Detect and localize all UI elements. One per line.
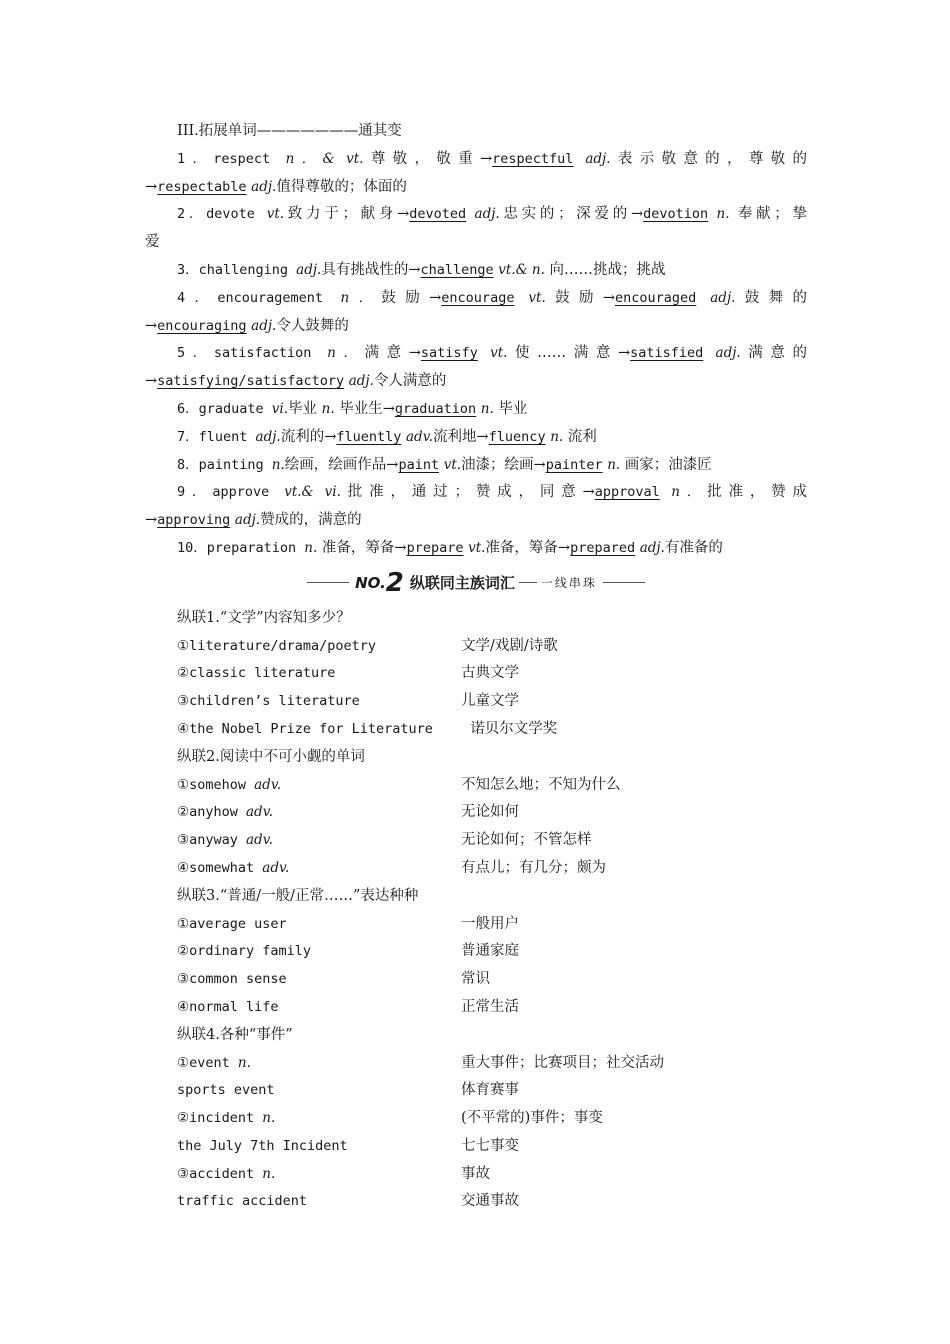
english-term	[177, 1050, 461, 1078]
word-family-item	[145, 452, 807, 480]
entry-text: 流利	[563, 428, 597, 445]
answer-word: devoted	[409, 206, 467, 223]
part-of-speech: adj.	[251, 178, 277, 195]
banner-subtitle: 一线串珠	[540, 576, 597, 591]
entry-text	[573, 151, 585, 167]
group-title: 纵联1.“文学”内容知多少？	[177, 609, 351, 626]
answer-word: encourage	[441, 289, 515, 306]
entry-text: →	[145, 373, 158, 390]
english-text: ③anyway	[177, 832, 246, 849]
chinese-meaning: 常识	[461, 971, 490, 988]
entry-text	[478, 345, 490, 361]
chinese-meaning: 无论如何	[461, 804, 519, 821]
answer-word: graduation	[394, 400, 477, 417]
vocab-row	[145, 1105, 807, 1133]
banner-no: NO.	[355, 573, 386, 592]
part-of-speech: n.	[262, 1110, 276, 1127]
entry-text: 爱	[145, 234, 160, 251]
english-term	[177, 1188, 461, 1216]
chinese-meaning: 古典文学	[461, 665, 519, 682]
entry-text: →	[145, 317, 158, 334]
entry-text: 10．preparation	[177, 539, 305, 556]
english-term	[177, 1161, 461, 1189]
english-text: ④the Nobel Prize for Literature	[177, 720, 433, 737]
entry-text: 令人满意的	[373, 373, 447, 390]
word-family-item	[145, 396, 807, 424]
answer-word: devotion	[643, 206, 709, 223]
entry-text: 表示敬意的，尊敬的	[610, 150, 808, 167]
english-text: ③common sense	[177, 971, 287, 988]
part-of-speech: n.	[480, 400, 494, 417]
word-family-item	[145, 424, 807, 452]
part-of-speech: n.	[271, 456, 285, 473]
entry-line	[145, 479, 807, 507]
entry-text: 忠实的；深爱的→	[499, 206, 644, 223]
entry-text: 油漆；绘画→	[461, 456, 546, 473]
vocab-row	[145, 716, 807, 744]
english-text: ③children’s literature	[177, 693, 360, 710]
entry-line	[145, 229, 807, 257]
chinese-meaning: 儿童文学	[461, 693, 519, 710]
entry-text: 具有挑战性的→	[321, 261, 421, 278]
answer-word: approving	[157, 512, 231, 529]
section-heading: III.拓展单词———————通其变	[177, 123, 402, 139]
answer-word: prepare	[406, 539, 464, 556]
answer-word: prepared	[570, 539, 636, 556]
entry-text: 批准，通过；赞成，同意→	[340, 484, 595, 501]
english-text: ④somewhat	[177, 859, 263, 876]
part-of-speech: adj.	[474, 206, 500, 223]
vocab-row	[145, 660, 807, 688]
chinese-meaning: 无论如何；不管怎样	[461, 832, 592, 849]
english-term	[177, 1133, 461, 1161]
entry-text	[696, 290, 710, 306]
word-family-item	[145, 257, 807, 285]
part-of-speech: adj.	[348, 373, 374, 390]
entry-line	[145, 201, 807, 229]
answer-word: encouraging	[157, 317, 247, 334]
english-term	[177, 633, 461, 661]
vocab-row	[145, 911, 807, 939]
entry-text: →	[145, 178, 158, 195]
part-of-speech: vt.& vi.	[284, 484, 341, 501]
word-family-item	[145, 479, 807, 535]
section-expand-words	[145, 118, 807, 563]
part-of-speech: vt.	[443, 456, 462, 473]
vocab-groups	[145, 605, 807, 1217]
entry-text: 致力于；献身→	[284, 206, 410, 223]
chinese-meaning: 诺贝尔文学奖	[461, 720, 558, 737]
chinese-meaning: 正常生活	[461, 998, 519, 1015]
entry-text: 满意→	[364, 345, 421, 362]
part-of-speech: adj.	[710, 289, 736, 306]
english-text: sports event	[177, 1082, 275, 1099]
english-text: ②anyhow	[177, 804, 246, 821]
english-term	[177, 966, 461, 994]
entry-text: 准备，筹备→	[317, 539, 407, 556]
entry-text: 5．satisfaction	[177, 345, 328, 362]
section-banner	[145, 565, 807, 601]
part-of-speech: adj.	[251, 317, 277, 334]
english-text: ①literature/drama/poetry	[177, 637, 377, 654]
part-of-speech: n.	[321, 400, 335, 417]
part-of-speech: vt.	[468, 539, 486, 556]
english-text: the July 7th Incident	[177, 1137, 348, 1154]
entry-text: 流利地→	[433, 428, 489, 445]
entry-text: 毕业生→	[334, 400, 395, 417]
document-page	[145, 118, 807, 1216]
answer-word: encouraged	[615, 289, 697, 306]
vocab-group	[145, 744, 807, 883]
vocab-row	[145, 772, 807, 800]
entry-text	[466, 206, 474, 222]
entry-text: 尊敬，敬重→	[363, 150, 493, 167]
answer-word: painter	[545, 456, 603, 473]
entry-line	[145, 285, 807, 313]
part-of-speech: adj.	[585, 150, 611, 167]
vocab-group	[145, 605, 807, 744]
vocab-row	[145, 938, 807, 966]
entry-text: 7．fluent	[177, 428, 256, 445]
vocab-row	[145, 827, 807, 855]
entry-text: 值得尊敬的；体面的	[276, 178, 407, 195]
part-of-speech: adv.	[406, 428, 434, 445]
answer-word: approval	[594, 484, 660, 501]
group-title: 纵联4.各种“事件”	[177, 1026, 293, 1043]
entry-text: 鼓励→	[381, 289, 442, 306]
entry-text	[708, 206, 716, 222]
vocab-group	[145, 883, 807, 1022]
entry-text: →	[145, 512, 158, 529]
part-of-speech: adj.	[296, 261, 322, 278]
english-term	[177, 1105, 461, 1133]
part-of-speech: adj.	[255, 428, 281, 445]
entry-text: 鼓舞的	[735, 289, 807, 306]
word-family-list	[145, 146, 807, 563]
chinese-meaning: 事故	[461, 1165, 490, 1182]
entry-text: 3．challenging	[177, 261, 297, 278]
english-term	[177, 716, 461, 744]
answer-word: satisfy	[420, 345, 478, 362]
entry-text: 毕业	[288, 400, 322, 417]
answer-word: respectful	[492, 150, 574, 167]
entry-text: 8．painting	[177, 456, 272, 473]
entry-text: 流利的→	[280, 428, 337, 445]
banner-title: 纵联同主族词汇	[409, 574, 515, 593]
chinese-meaning: 不知怎么地；不知为什么	[461, 776, 621, 793]
answer-word: satisfied	[630, 345, 704, 362]
banner-rule-left	[307, 582, 349, 583]
entry-line	[145, 507, 807, 535]
entry-text: 9．approve	[177, 484, 285, 501]
answer-word: respectable	[157, 178, 247, 195]
vocab-row	[145, 688, 807, 716]
english-term	[177, 855, 461, 883]
word-family-item	[145, 285, 807, 341]
entry-text: 满意的	[740, 345, 808, 362]
chinese-meaning: 体育赛事	[461, 1082, 519, 1099]
part-of-speech: adv.	[246, 832, 274, 849]
entry-text: 画家；油漆匠	[620, 456, 712, 473]
entry-text: 令人鼓舞的	[276, 317, 349, 334]
chinese-meaning: 交通事故	[461, 1193, 519, 1210]
entry-text: 有准备的	[664, 539, 723, 556]
part-of-speech: vi.	[271, 400, 289, 417]
vocab-row	[145, 1077, 807, 1105]
english-term	[177, 772, 461, 800]
chinese-meaning: (不平常的)事件；事变	[461, 1110, 603, 1127]
english-text: ①average user	[177, 915, 287, 932]
answer-word: paint	[398, 456, 440, 473]
entry-line	[145, 452, 807, 480]
entry-line	[145, 313, 807, 341]
entry-text: 赞成的，满意的	[260, 512, 362, 529]
part-of-speech: n.	[304, 539, 318, 556]
part-of-speech: n．	[340, 289, 382, 306]
chinese-meaning: 普通家庭	[461, 943, 519, 960]
vocab-row	[145, 633, 807, 661]
vocab-row	[145, 855, 807, 883]
entry-text: 使……满意→	[507, 345, 631, 362]
entry-line	[145, 535, 807, 563]
entry-line	[145, 340, 807, 368]
chinese-meaning: 一般用户	[461, 915, 519, 932]
part-of-speech: vt.& n.	[498, 261, 545, 278]
english-term	[177, 994, 461, 1022]
entry-line	[145, 257, 807, 285]
english-term	[177, 799, 461, 827]
vocab-row	[145, 1188, 807, 1216]
english-term	[177, 911, 461, 939]
english-text: ②classic literature	[177, 665, 336, 682]
english-term	[177, 660, 461, 688]
vocab-group	[145, 1022, 807, 1217]
entry-line	[145, 424, 807, 452]
entry-text: 4．encouragement	[177, 289, 341, 306]
english-text: traffic accident	[177, 1193, 308, 1210]
group-title: 纵联3.“普通/一般/正常……”表达种种	[177, 887, 419, 904]
word-family-item	[145, 340, 807, 396]
part-of-speech: n.	[237, 1054, 251, 1071]
chinese-meaning: 有点儿；有几分；颇为	[461, 859, 606, 876]
part-of-speech: adv.	[254, 776, 282, 793]
english-text: ④normal life	[177, 998, 279, 1015]
part-of-speech: n．	[327, 345, 365, 362]
answer-word: satisfying/satisfactory	[157, 373, 345, 390]
part-of-speech: adj.	[715, 345, 741, 362]
part-of-speech: n.	[550, 428, 564, 445]
vocab-row	[145, 1161, 807, 1189]
vocab-row	[145, 799, 807, 827]
entry-text: 鼓励→	[545, 289, 615, 306]
english-term	[177, 938, 461, 966]
entry-text: 绘画，绘画作品→	[284, 456, 399, 473]
entry-text: 准备，筹备→	[485, 539, 571, 556]
english-text: ②incident	[177, 1110, 263, 1127]
part-of-speech: n．	[671, 484, 708, 501]
vocab-row	[145, 1050, 807, 1078]
english-text: ③accident	[177, 1165, 263, 1182]
english-term	[177, 1077, 461, 1105]
entry-text: 批准，赞成	[707, 484, 808, 501]
english-text: ①event	[177, 1054, 238, 1071]
entry-line	[145, 146, 807, 174]
chinese-meaning: 七七事变	[461, 1137, 519, 1154]
part-of-speech: adj.	[234, 512, 261, 529]
entry-line	[145, 174, 807, 202]
entry-line	[145, 368, 807, 396]
part-of-speech: adv.	[262, 859, 290, 876]
part-of-speech: vt.	[266, 206, 285, 223]
part-of-speech: adj.	[639, 539, 665, 556]
part-of-speech: vt.	[490, 345, 508, 362]
part-of-speech: vt.	[528, 289, 546, 306]
part-of-speech: n.	[716, 206, 730, 223]
vocab-row	[145, 994, 807, 1022]
answer-word: challenge	[420, 261, 494, 278]
vocab-row	[145, 1133, 807, 1161]
english-text: ②ordinary family	[177, 943, 312, 960]
entry-text	[514, 290, 528, 306]
english-text: ①somehow	[177, 776, 255, 793]
word-family-item	[145, 535, 807, 563]
part-of-speech: n．& vt.	[285, 150, 364, 167]
entry-text	[703, 345, 715, 361]
word-family-item	[145, 146, 807, 202]
part-of-speech: adv.	[246, 804, 274, 821]
chinese-meaning: 重大事件；比赛项目；社交活动	[461, 1054, 664, 1071]
english-term	[177, 688, 461, 716]
group-title: 纵联2.阅读中不可小觑的单词	[177, 748, 365, 765]
answer-word: fluently	[336, 428, 402, 445]
vocab-row	[145, 966, 807, 994]
banner-number: 2	[385, 567, 404, 598]
entry-text	[660, 484, 671, 500]
entry-line	[145, 396, 807, 424]
answer-word: fluency	[488, 428, 546, 445]
entry-text: 向……挑战；挑战	[544, 261, 666, 278]
english-term	[177, 827, 461, 855]
chinese-meaning: 文学/戏剧/诗歌	[461, 637, 558, 654]
entry-text: 2．devote	[177, 206, 267, 223]
entry-text: 毕业	[493, 400, 528, 417]
banner-rule-right	[603, 582, 645, 583]
entry-text: 6．graduate	[177, 400, 272, 417]
banner-rule-mid	[519, 582, 537, 583]
part-of-speech: n.	[262, 1165, 276, 1182]
entry-text: 1．respect	[177, 150, 286, 167]
part-of-speech: n.	[607, 456, 621, 473]
entry-text: 奉献；挚	[729, 206, 808, 223]
word-family-item	[145, 201, 807, 257]
